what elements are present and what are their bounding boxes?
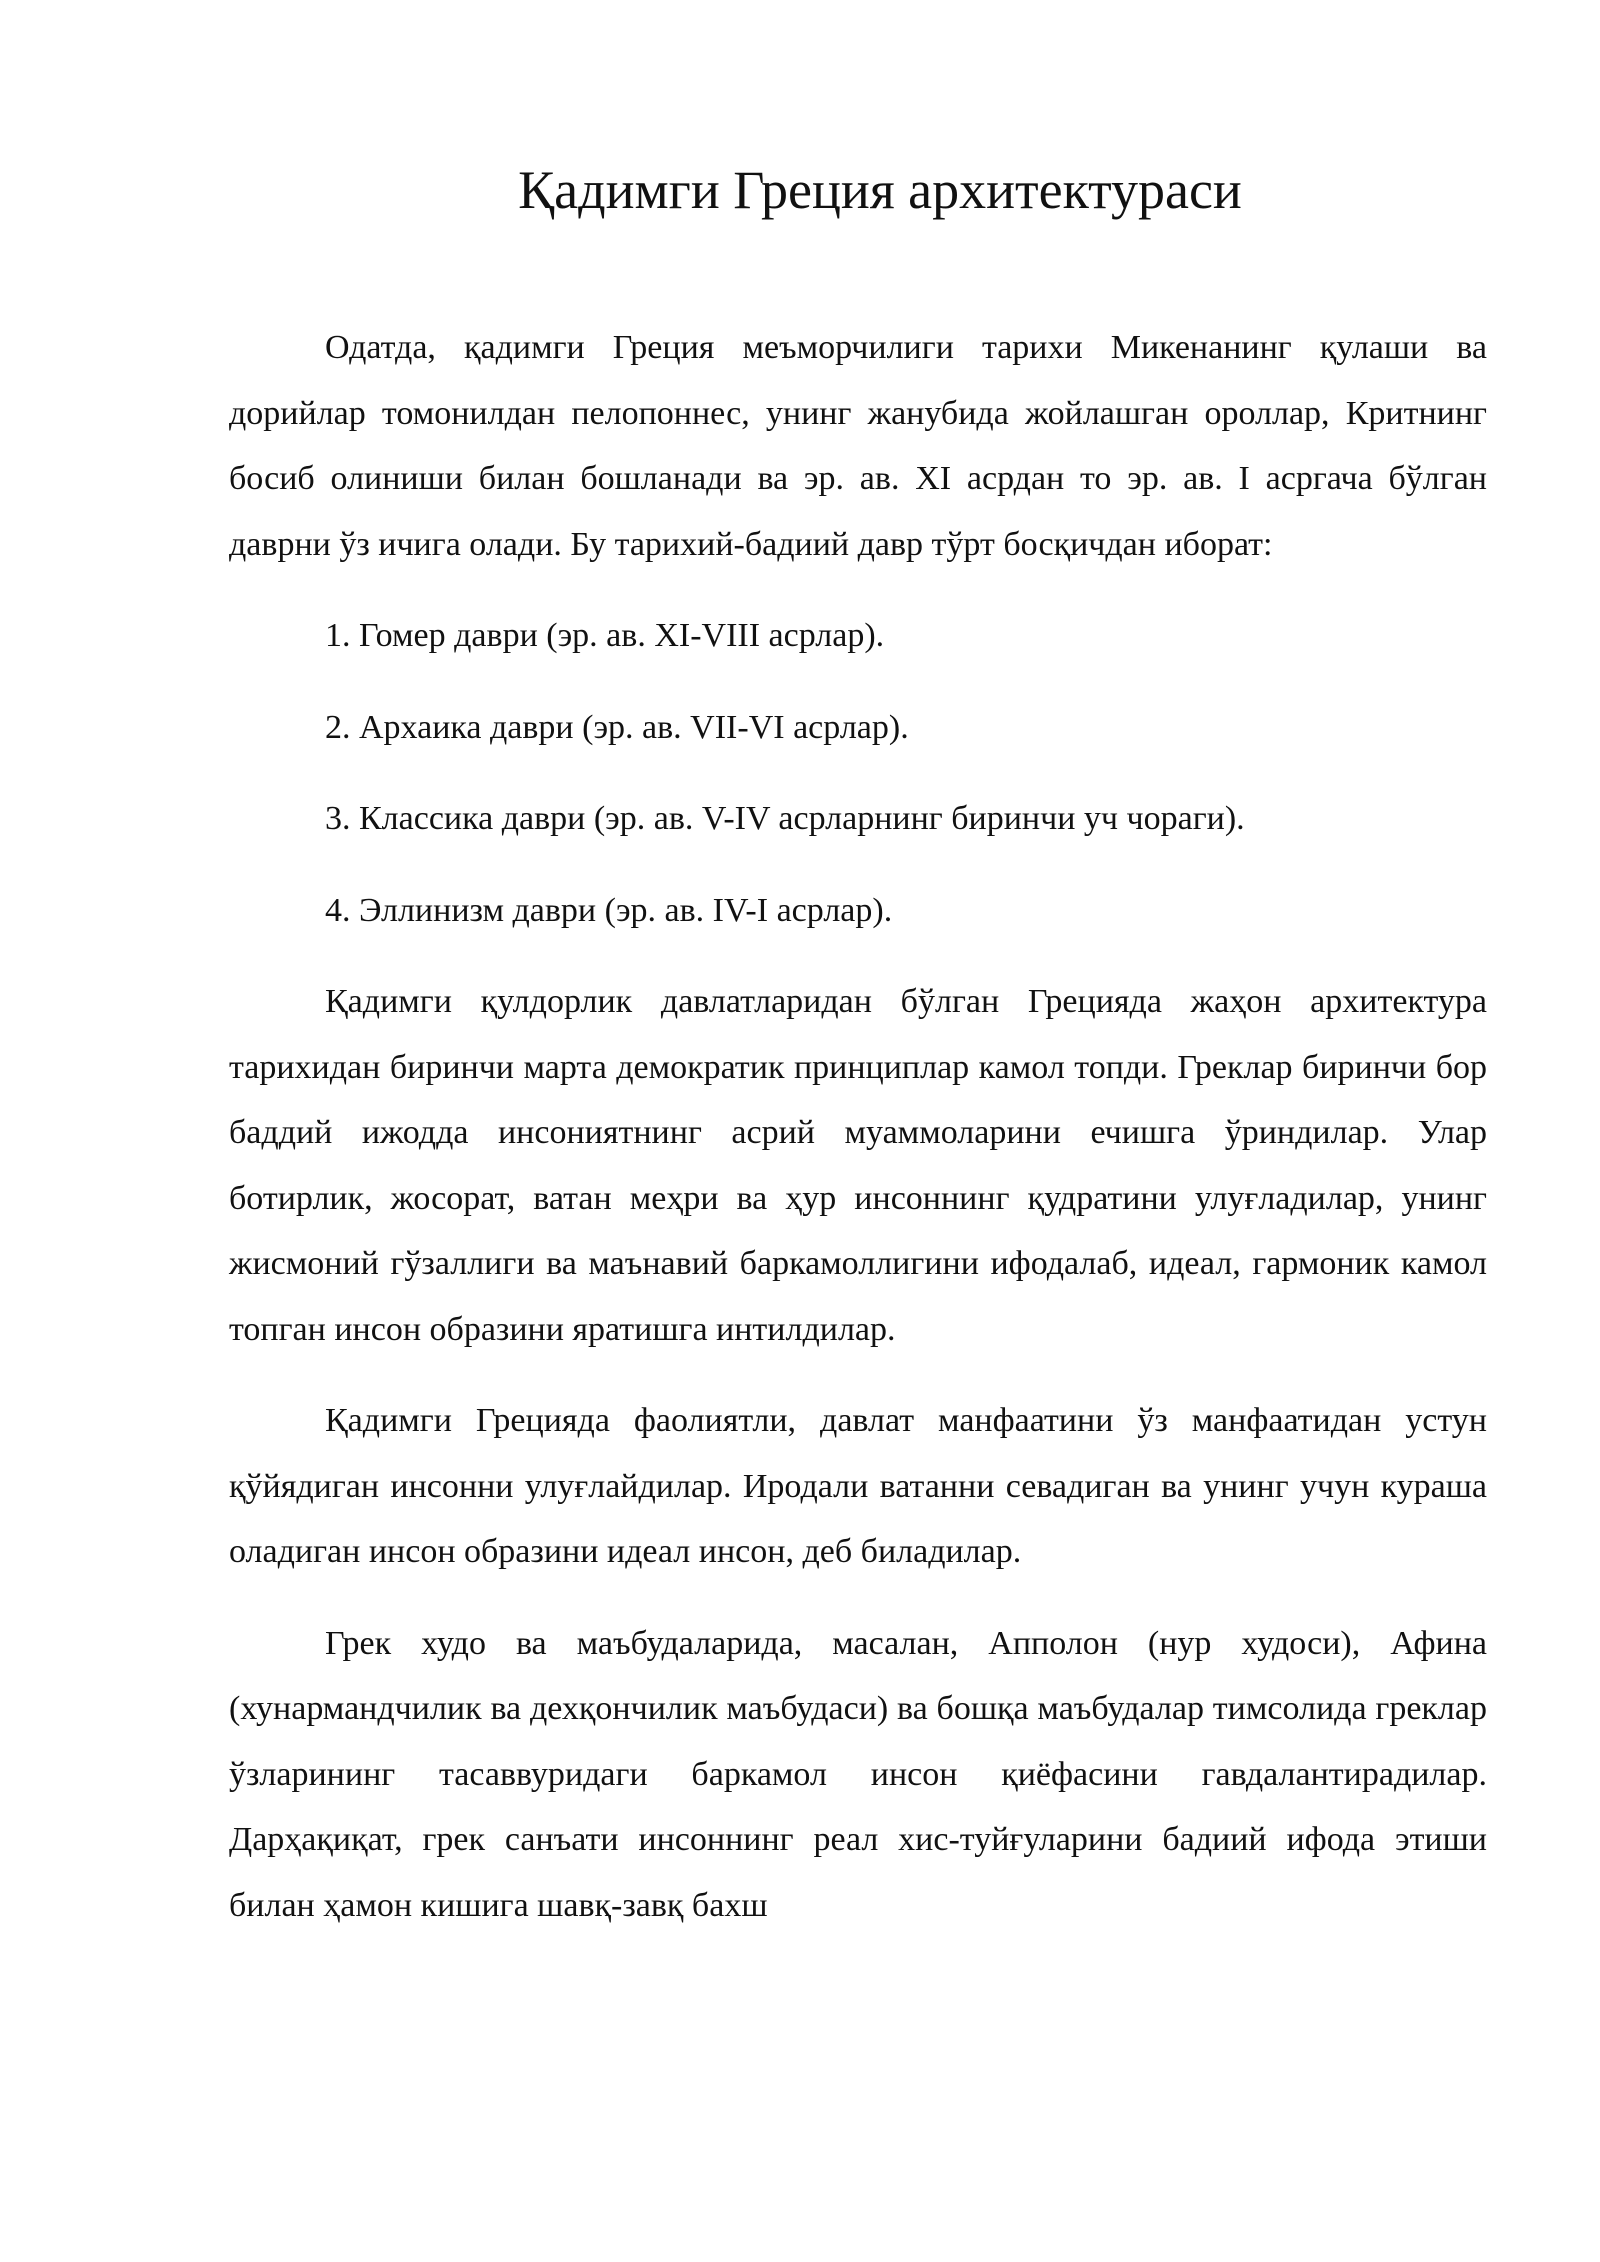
list-item-homer: 1. Гомер даври (эр. ав. XI-VIII асрлар). [325, 617, 885, 654]
paragraph-ideal-person: Қадимги Грецияда фаолиятли, давлат манфаатини ўз манфаатидан устун қўйядиган инсонни улуғлайдилар. Иродали ватанни севадиган ва унинг учун кураша оладиган инсон образини идеал инсон, деб биладилар. [229, 1402, 1487, 1570]
list-item-hellenism: 4. Эллинизм даври (эр. ав. IV-I асрлар). [325, 891, 893, 929]
list-item-archaic: 2. Архаика даври (эр. ав. VII-VI асрлар). [325, 708, 909, 746]
document-body [229, 315, 1487, 1964]
page-title: Қадимги Греция архитектураси [518, 160, 1242, 220]
list-item-classic: 3. Классика даври (эр. ав. V-IV асрларнинг биринчи уч чораги). [325, 800, 1245, 837]
paragraph-intro: Одатда, қадимги Греция меъморчилиги тарихи Микенанинг қулаши ва дорийлар томонилдан пелопоннес, унинг жанубида жойлашган ороллар, Критнинг босиб олиниши билан бошланади ва эр. ав. XI асрдан то эр. ав. I асргача бўлган даврни ўз ичига олади. Бу тарихий-бадиий давр тўрт босқичдан иборат: [229, 329, 1487, 563]
paragraph-gods: Грек худо ва маъбудаларида, масалан, Апполон (нур худоси), Афина (хунармандчилик ва дехқончилик маъбудаси) ва бошқа маъбудалар тимсолида греклар ўзларининг тасаввуридаги баркамол инсон қиёфасини гавдалантирадилар. Дарҳақиқат, грек санъати инсоннинг реал хис-туйғуларини бадиий ифода этиши билан ҳамон кишига шавқ-завқ бахш [229, 1624, 1487, 1924]
paragraph-democracy: Қадимги қулдорлик давлатларидан бўлган Грецияда жаҳон архитектура тарихидан биринчи марта демократик принциплар камол топди. Греклар биринчи бор баддий ижодда инсониятнинг асрий муаммоларини ечишга ўриндилар. Улар ботирлик, жосорат, ватан меҳри ва ҳур инсоннинг қудратини улуғладилар, унинг жисмоний гўзаллиги ва маънавий баркамоллигини ифодалаб, идеал, гармоник камол топган инсон образини яратишга интилдилар. [229, 983, 1487, 1348]
